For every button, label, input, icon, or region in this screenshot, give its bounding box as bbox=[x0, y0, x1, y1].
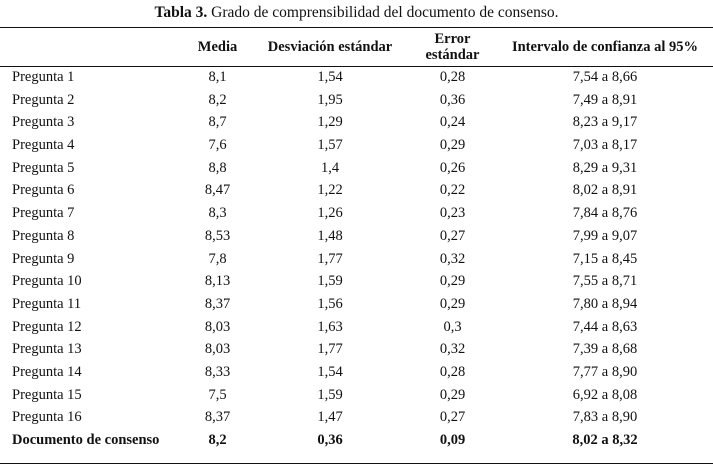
table-row bbox=[0, 293, 713, 316]
row-standard-deviation: 1,54 bbox=[317, 363, 343, 380]
total-label: Documento de consenso bbox=[12, 432, 160, 448]
table-row bbox=[0, 179, 713, 202]
row-media: 7,6 bbox=[208, 137, 227, 154]
row-confidence-interval: 7,03 a 8,17 bbox=[572, 137, 638, 154]
row-confidence-interval: 7,49 a 8,91 bbox=[572, 91, 638, 108]
row-label: Pregunta 9 bbox=[12, 250, 75, 267]
row-media: 8,37 bbox=[204, 409, 231, 426]
row-standard-deviation: 1,59 bbox=[317, 273, 343, 290]
row-standard-error: 0,23 bbox=[439, 205, 466, 222]
row-label: Pregunta 14 bbox=[12, 363, 82, 380]
table-row bbox=[0, 248, 713, 271]
row-standard-error: 0,24 bbox=[439, 114, 466, 131]
row-media: 8,8 bbox=[208, 159, 227, 176]
row-media: 8,1 bbox=[208, 69, 227, 85]
header-media: Media bbox=[197, 39, 238, 55]
table-caption-label: Tabla 3. bbox=[154, 4, 208, 21]
row-standard-deviation: 1,63 bbox=[317, 318, 343, 335]
total-media: 8,2 bbox=[208, 432, 227, 448]
table-bottom-rule bbox=[0, 463, 713, 464]
table-caption bbox=[0, 3, 713, 23]
table-row bbox=[0, 89, 713, 112]
table-row bbox=[0, 338, 713, 361]
table-row bbox=[0, 361, 713, 384]
row-media: 7,8 bbox=[208, 250, 227, 267]
table-row bbox=[0, 134, 713, 157]
row-standard-error: 0,28 bbox=[439, 363, 466, 380]
row-standard-error: 0,27 bbox=[439, 227, 466, 244]
row-media: 8,03 bbox=[204, 341, 231, 358]
row-confidence-interval: 7,99 a 9,07 bbox=[572, 227, 638, 244]
row-media: 8,37 bbox=[204, 295, 231, 312]
table-row bbox=[0, 111, 713, 134]
total-confidence-interval: 8,02 a 8,32 bbox=[572, 432, 638, 448]
row-label: Pregunta 3 bbox=[12, 114, 75, 131]
row-standard-deviation: 1,22 bbox=[317, 182, 343, 199]
table-row bbox=[0, 270, 713, 293]
row-confidence-interval: 7,77 a 8,90 bbox=[572, 363, 638, 380]
row-label: Pregunta 16 bbox=[12, 409, 82, 426]
row-media: 7,5 bbox=[208, 386, 227, 403]
header-standard-error-line2: estándar bbox=[425, 47, 480, 63]
row-media: 8,53 bbox=[204, 227, 231, 244]
row-media: 8,47 bbox=[204, 182, 231, 199]
row-label: Pregunta 5 bbox=[12, 159, 75, 176]
row-standard-error: 0,32 bbox=[439, 341, 466, 358]
row-label: Pregunta 7 bbox=[12, 205, 75, 222]
row-standard-error: 0,29 bbox=[439, 295, 466, 312]
header-standard-error-line1: Error bbox=[434, 31, 471, 47]
row-confidence-interval: 7,54 a 8,66 bbox=[572, 69, 638, 85]
row-standard-deviation: 1,26 bbox=[317, 205, 343, 222]
header-standard-deviation: Desviación estándar bbox=[267, 39, 393, 55]
row-media: 8,03 bbox=[204, 318, 231, 335]
row-confidence-interval: 7,44 a 8,63 bbox=[572, 318, 638, 335]
row-standard-error: 0,3 bbox=[443, 318, 462, 335]
row-standard-deviation: 1,95 bbox=[317, 91, 343, 108]
row-label: Pregunta 13 bbox=[12, 341, 82, 358]
table-row bbox=[0, 202, 713, 225]
header-standard-error bbox=[405, 28, 500, 66]
row-media: 8,3 bbox=[208, 205, 227, 222]
table-body bbox=[0, 66, 713, 452]
row-confidence-interval: 6,92 a 8,08 bbox=[572, 386, 638, 403]
table-row bbox=[0, 66, 713, 89]
table-caption-text: Grado de comprensibilidad del documento de consenso. bbox=[211, 4, 559, 21]
row-standard-deviation: 1,29 bbox=[317, 114, 343, 131]
row-standard-error: 0,28 bbox=[439, 69, 466, 85]
row-standard-deviation: 1,48 bbox=[317, 227, 343, 244]
total-standard-deviation: 0,36 bbox=[317, 432, 343, 448]
row-confidence-interval: 7,84 a 8,76 bbox=[572, 205, 638, 222]
row-standard-error: 0,26 bbox=[439, 159, 466, 176]
row-media: 8,7 bbox=[208, 114, 227, 131]
row-confidence-interval: 7,39 a 8,68 bbox=[572, 341, 638, 358]
table-row bbox=[0, 384, 713, 407]
row-standard-error: 0,29 bbox=[439, 137, 466, 154]
row-label: Pregunta 2 bbox=[12, 91, 75, 108]
row-label: Pregunta 4 bbox=[12, 137, 75, 154]
row-standard-error: 0,27 bbox=[439, 409, 466, 426]
table-row bbox=[0, 316, 713, 339]
row-standard-error: 0,22 bbox=[439, 182, 466, 199]
row-standard-deviation: 1,54 bbox=[317, 69, 343, 85]
table-total-row bbox=[0, 429, 713, 452]
row-label: Pregunta 11 bbox=[12, 295, 82, 312]
row-confidence-interval: 8,02 a 8,91 bbox=[572, 182, 638, 199]
table-header-row bbox=[0, 28, 713, 66]
row-label: Pregunta 10 bbox=[12, 273, 82, 290]
row-standard-error: 0,29 bbox=[439, 386, 466, 403]
row-standard-error: 0,36 bbox=[439, 91, 466, 108]
table-row bbox=[0, 157, 713, 180]
row-standard-deviation: 1,77 bbox=[317, 341, 343, 358]
row-confidence-interval: 8,23 a 9,17 bbox=[572, 114, 638, 131]
table-row bbox=[0, 225, 713, 248]
row-label: Pregunta 12 bbox=[12, 318, 82, 335]
row-confidence-interval: 8,29 a 9,31 bbox=[572, 159, 638, 176]
row-standard-deviation: 1,4 bbox=[320, 159, 340, 176]
row-media: 8,13 bbox=[204, 273, 231, 290]
row-standard-error: 0,32 bbox=[439, 250, 466, 267]
row-standard-deviation: 1,56 bbox=[317, 295, 343, 312]
row-label: Pregunta 8 bbox=[12, 227, 75, 244]
row-label: Pregunta 6 bbox=[12, 182, 75, 199]
row-media: 8,33 bbox=[204, 363, 231, 380]
row-label: Pregunta 1 bbox=[12, 69, 75, 85]
row-label: Pregunta 15 bbox=[12, 386, 82, 403]
row-media: 8,2 bbox=[208, 91, 227, 108]
header-confidence-interval: Intervalo de confianza al 95% bbox=[511, 39, 699, 55]
total-standard-error: 0,09 bbox=[439, 432, 466, 448]
row-confidence-interval: 7,15 a 8,45 bbox=[572, 250, 638, 267]
table-row bbox=[0, 406, 713, 429]
row-standard-error: 0,29 bbox=[439, 273, 466, 290]
row-confidence-interval: 7,55 a 8,71 bbox=[572, 273, 638, 290]
row-standard-deviation: 1,59 bbox=[317, 386, 343, 403]
row-standard-deviation: 1,57 bbox=[317, 137, 343, 154]
row-confidence-interval: 7,80 a 8,94 bbox=[572, 295, 638, 312]
row-standard-deviation: 1,77 bbox=[317, 250, 343, 267]
row-confidence-interval: 7,83 a 8,90 bbox=[572, 409, 638, 426]
row-standard-deviation: 1,47 bbox=[317, 409, 343, 426]
